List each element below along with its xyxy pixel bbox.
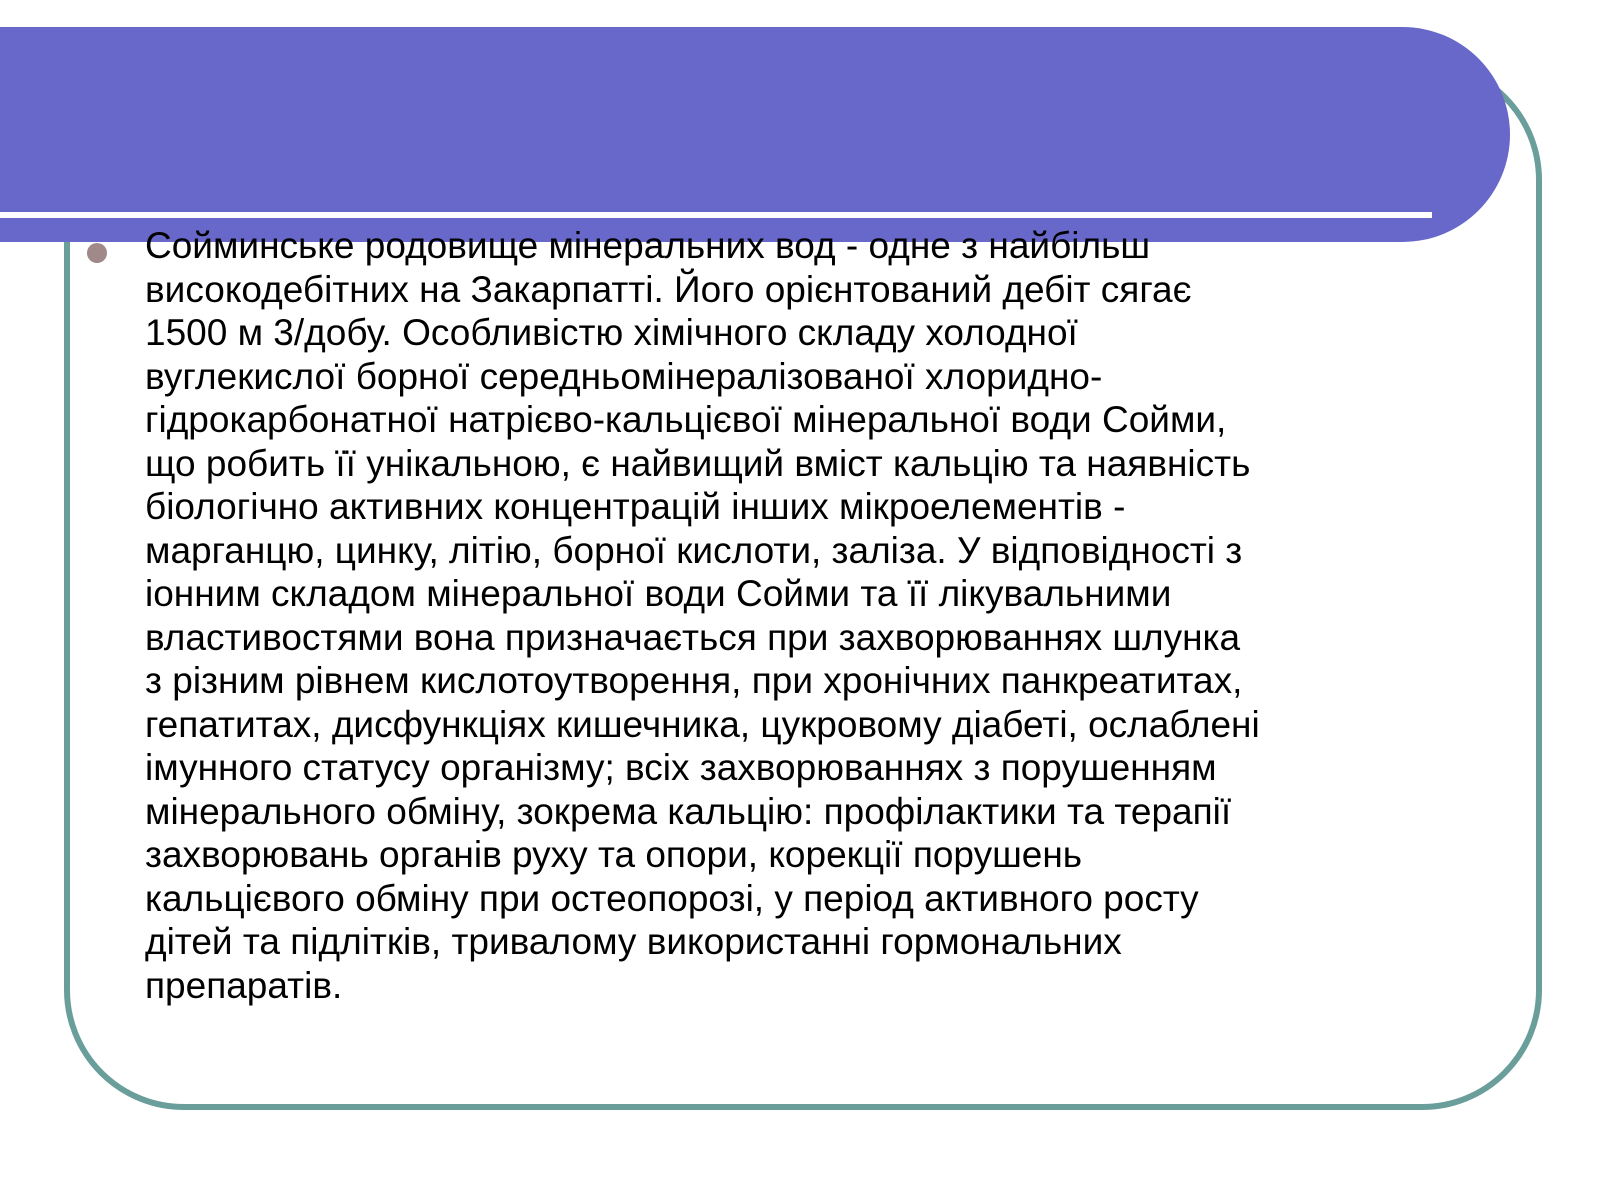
paragraph-line: що робить її унікальною, є найвищий вміст кальцію та наявність (145, 442, 1251, 484)
paragraph-line: марганцю, цинку, літію, борної кислоти, заліза. У відповідності з (145, 529, 1243, 571)
header-bar (0, 27, 1510, 242)
paragraph-line: біологічно активних концентрацій інших мікроелементів - (145, 486, 1126, 527)
paragraph-line: захворювань органів руху та опори, корекції порушень (145, 834, 1083, 875)
paragraph-line: вуглекислої борної середньомінералізованої хлоридно- (145, 355, 1103, 397)
paragraph-line: Сойминське родовище мінеральних вод - одне з найбільш (145, 225, 1151, 266)
bullet-dot-icon (87, 243, 107, 263)
body-paragraph (145, 224, 1515, 1007)
paragraph-line: іонним складом мінеральної води Сойми та її лікувальними (145, 573, 1172, 614)
paragraph-line: гідрокарбонатної натрієво-кальцієвої мінеральної води Сойми, (145, 399, 1227, 440)
paragraph-line: мінерального обміну, зокрема кальцію: профілактики та терапії (145, 790, 1232, 832)
paragraph-line: властивостями вона призначається при захворюваннях шлунка (145, 616, 1241, 658)
paragraph-line: гепатитах, дисфункціях кишечника, цукровому діабеті, ослаблені (145, 703, 1260, 745)
paragraph-line: кальцієвого обміну при остеопорозі, у період активного росту (145, 877, 1199, 919)
paragraph-line: препаратів. (145, 964, 343, 1006)
paragraph-line: дітей та підлітків, тривалому використанні гормональних (145, 921, 1122, 962)
paragraph-line: імунного статусу організму; всіх захворюваннях з порушенням (145, 747, 1217, 788)
header-divider (0, 212, 1432, 218)
paragraph-line: високодебітних на Закарпатті. Його орієнтований дебіт сягає (145, 268, 1192, 310)
paragraph-line: з різним рівнем кислотоутворення, при хронічних панкреатитах, (145, 660, 1243, 701)
paragraph-line: 1500 м 3/добу. Особливістю хімічного складу холодної (145, 312, 1078, 353)
